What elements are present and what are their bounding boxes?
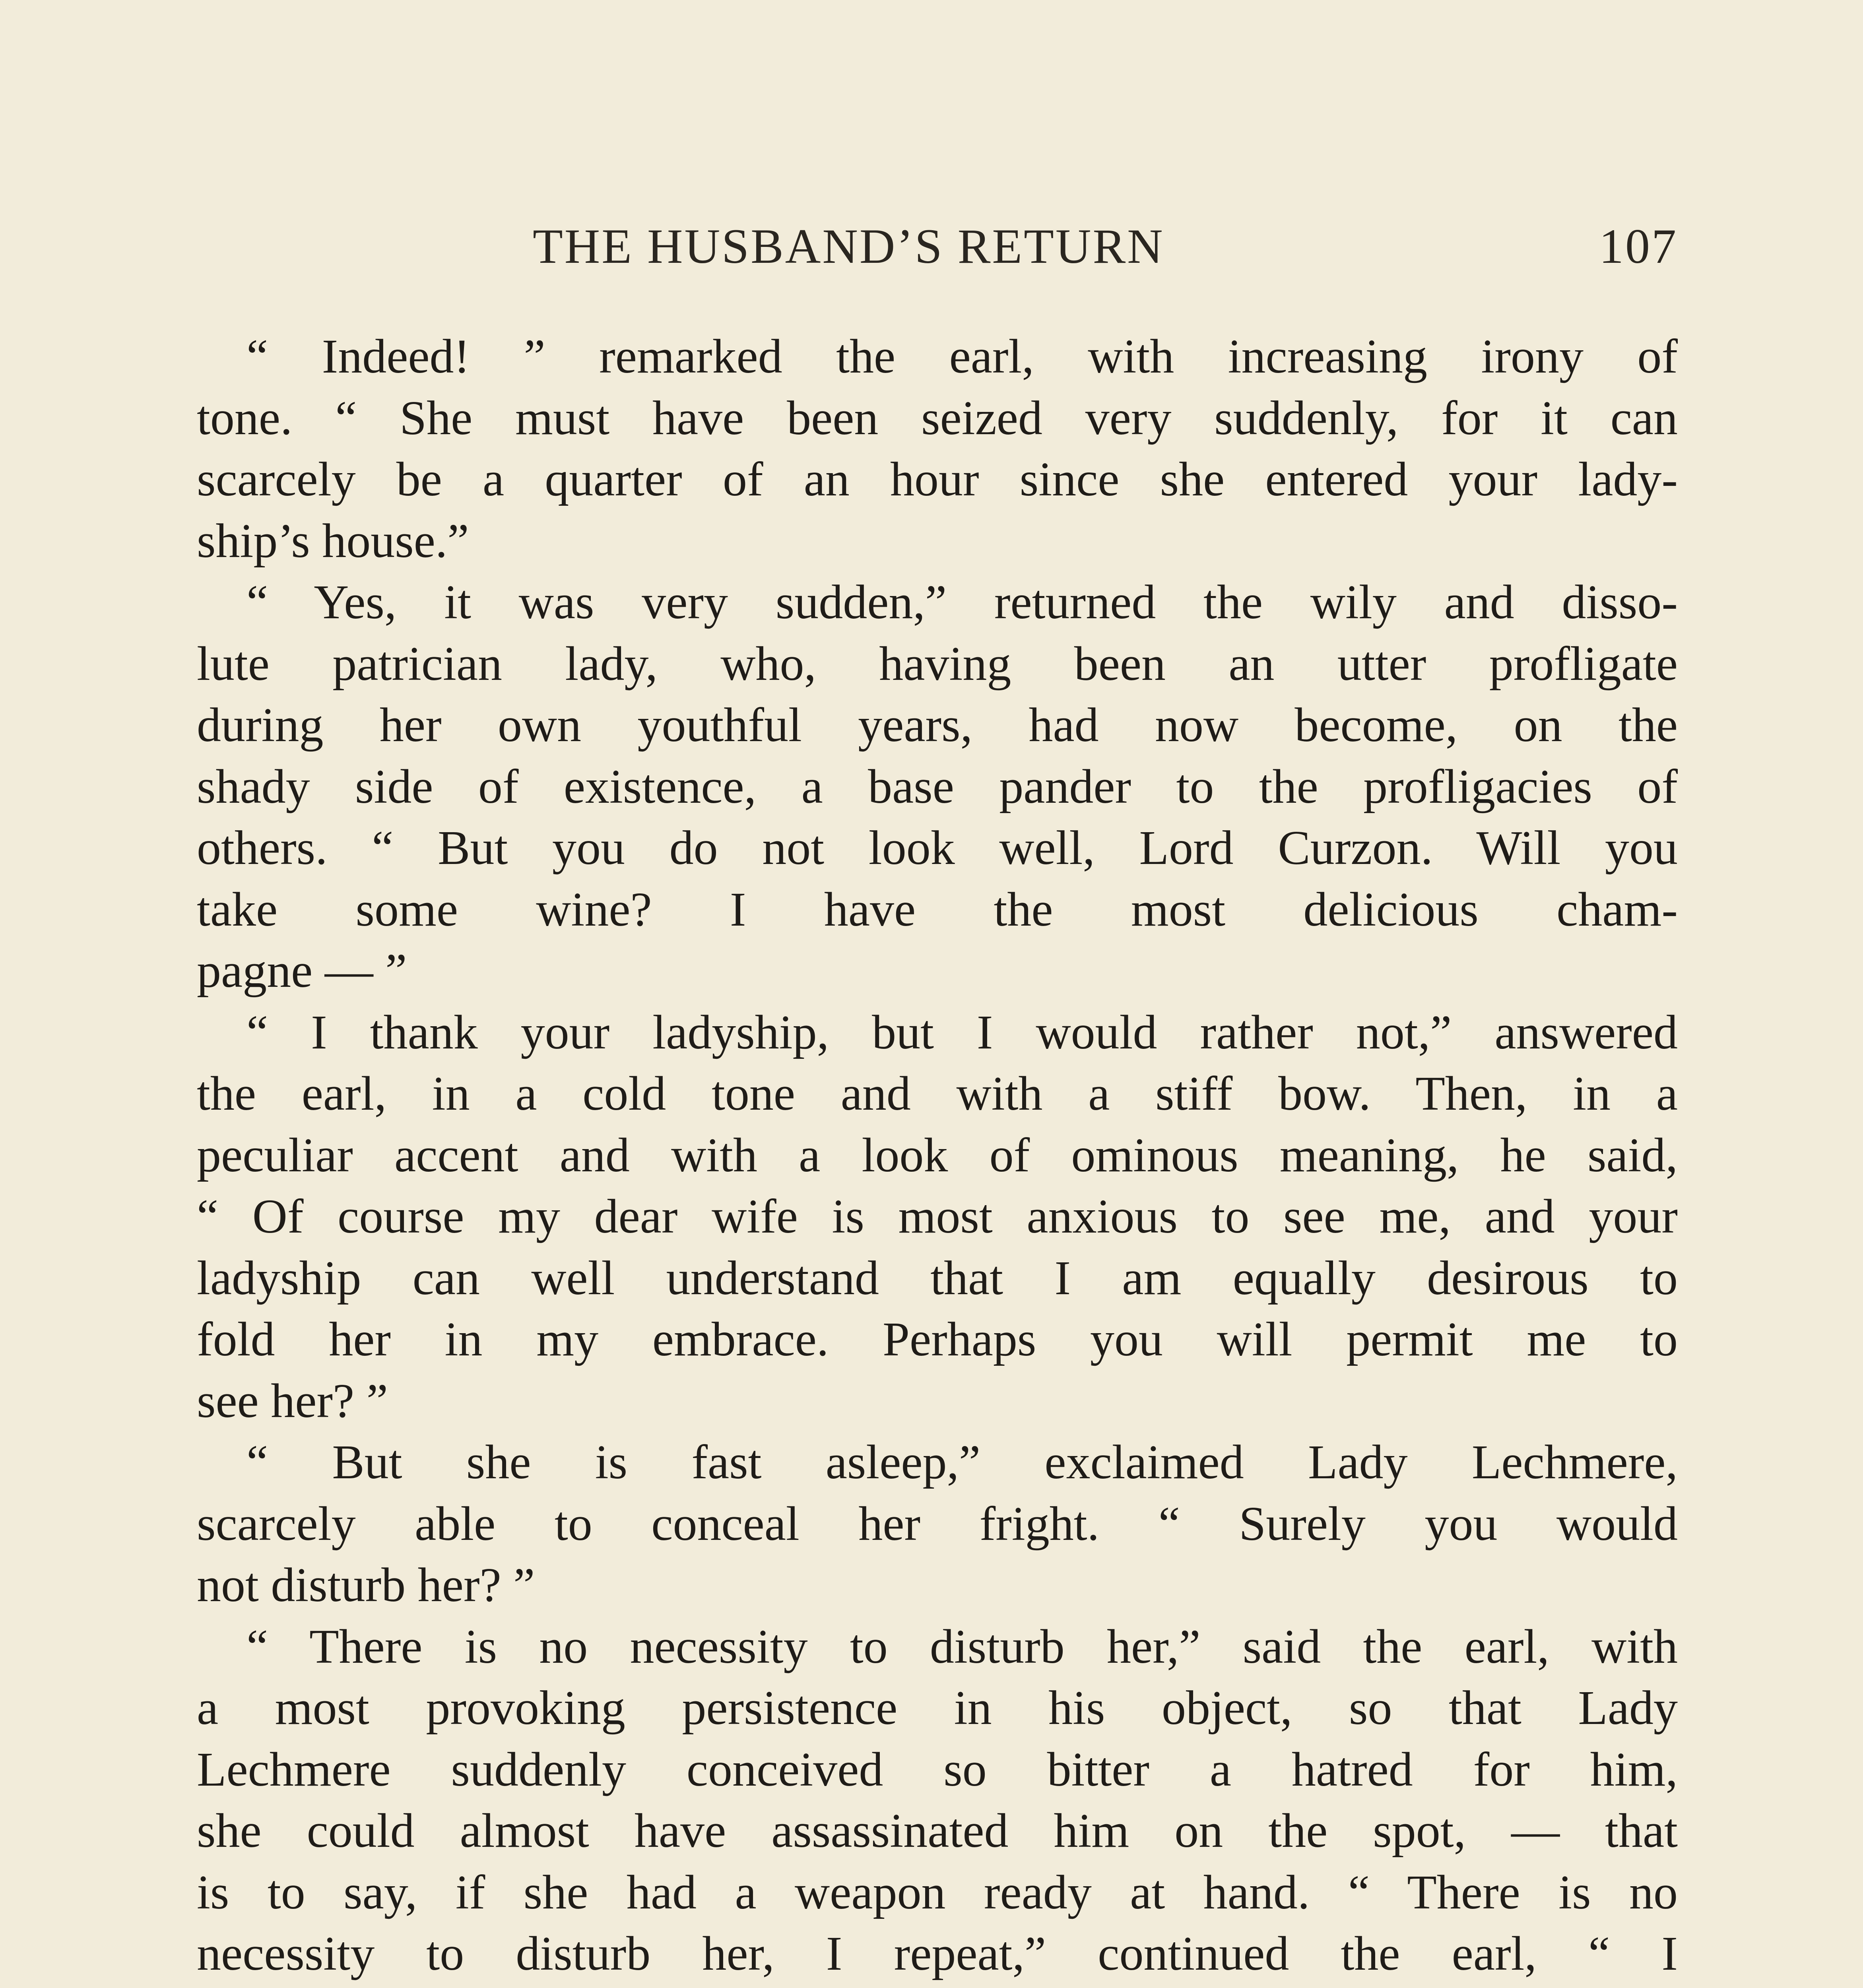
text-line: scarcely able to conceal her fright. “ Surely you would (197, 1497, 1678, 1551)
text-line: “ But she is fast asleep,” exclaimed Lady Lechmere, (246, 1435, 1678, 1489)
page-header (533, 217, 1678, 276)
text-line: lute patrician lady, who, having been an utter profligate (197, 637, 1678, 691)
body-text (197, 326, 1678, 1988)
text-line: “ Of course my dear wife is most anxious to see me, and your (197, 1190, 1678, 1243)
text-line: ladyship can well understand that I am equally desirous to (197, 1251, 1678, 1305)
text-line: not disturb her? ” (197, 1558, 535, 1612)
text-line: “ Yes, it was very sudden,” returned the wily and disso- (246, 575, 1678, 629)
text-line: shady side of existence, a base pander to the profligacies of (197, 759, 1678, 813)
text-line: scarcely be a quarter of an hour since she entered your lady- (197, 452, 1678, 506)
text-line: peculiar accent and with a look of ominous meaning, he said, (197, 1128, 1678, 1182)
text-line: fold her in my embrace. Perhaps you will permit me to (197, 1312, 1678, 1366)
text-line: “ I thank your ladyship, but I would rather not,” answered (246, 1005, 1678, 1059)
text-line: during her own youthful years, had now become, on the (197, 698, 1678, 752)
text-line: the earl, in a cold tone and with a stiff bow. Then, in a (197, 1067, 1678, 1120)
text-line: pagne — ” (197, 944, 407, 998)
page-number: 107 (1599, 219, 1678, 274)
text-line: Lechmere suddenly conceived so bitter a hatred for him, (197, 1742, 1678, 1796)
text-line: “ Indeed! ” remarked the earl, with increasing irony of (246, 330, 1678, 383)
text-line (197, 1985, 1678, 1988)
text-line: “ There is no necessity to disturb her,” said the earl, with (246, 1619, 1678, 1673)
text-line: take some wine? I have the most delicious cham- (197, 882, 1678, 936)
text-line: is to say, if she had a weapon ready at hand. “ There is no (197, 1865, 1678, 1919)
text-line: a most provoking persistence in his object, so that Lady (197, 1681, 1678, 1735)
text-line: others. “ But you do not look well, Lord Curzon. Will you (197, 821, 1678, 875)
running-title: THE HUSBAND’S RETURN (533, 219, 1164, 274)
text-line: see her? ” (197, 1374, 388, 1428)
text-line: she could almost have assassinated him on the spot, — that (197, 1804, 1678, 1858)
text-line: tone. “ She must have been seized very suddenly, for it can (197, 391, 1678, 445)
text-line: necessity to disturb her, I repeat,” continued the earl, “ I (197, 1927, 1678, 1980)
text-line: ship’s house.” (197, 514, 469, 568)
